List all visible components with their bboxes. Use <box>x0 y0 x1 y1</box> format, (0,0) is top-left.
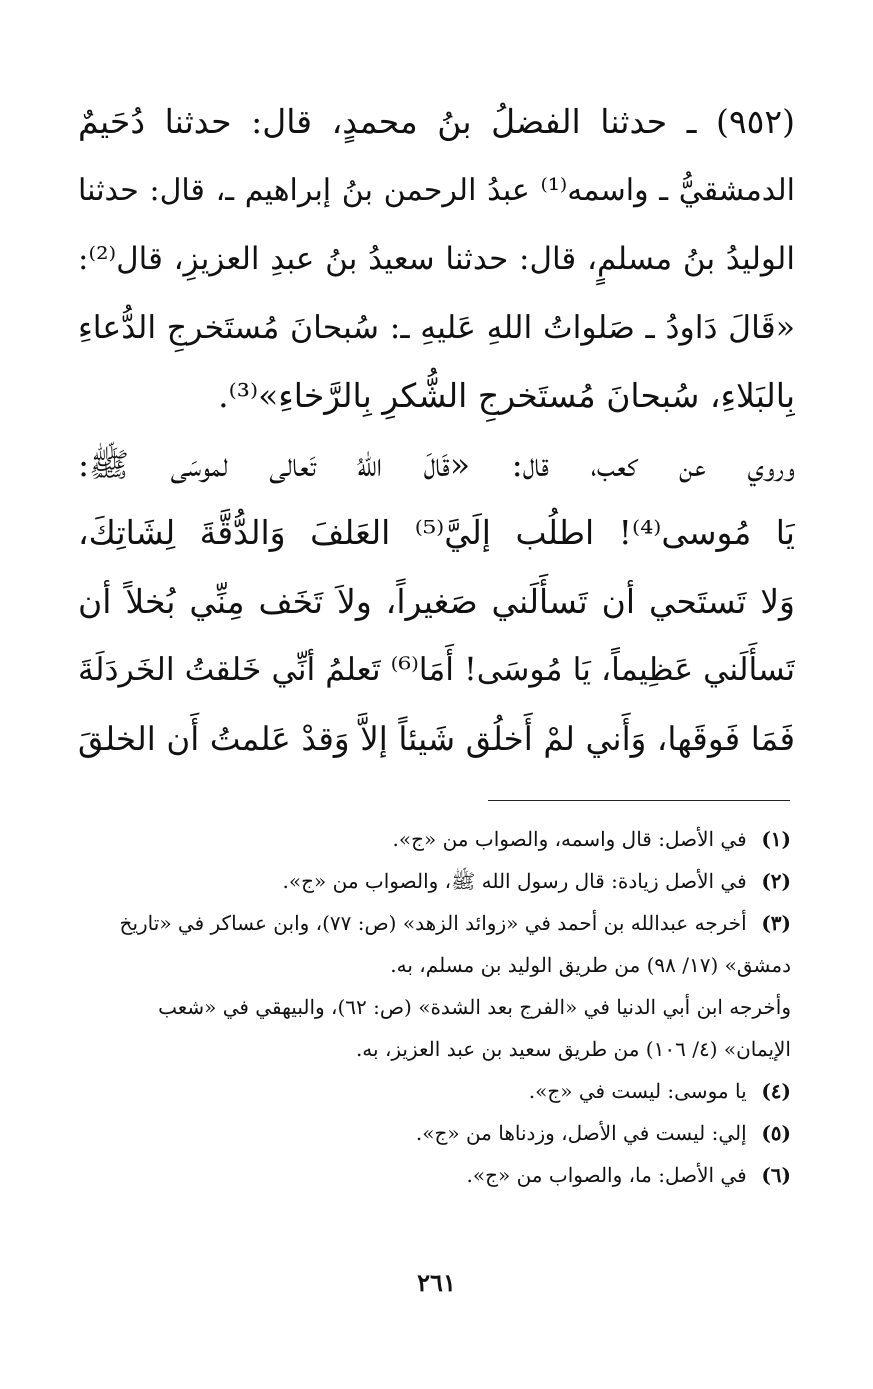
main-text-line: الدمشقيُّ ـ واسمه⁽¹⁾ عبدُ الرحمن بنُ إبراهيم ـ، قال: حدثنا <box>78 172 795 208</box>
footnote-number: (٣) <box>761 911 791 935</box>
footnote-number: (٦) <box>761 1163 791 1187</box>
footnotes-block <box>78 818 791 1196</box>
footnote-text: في الأصل: ما، والصواب من «ج». <box>466 1163 747 1187</box>
footnote-text: في الأصل زيادة: قال رسول الله ﷺ، والصواب من «ج». <box>282 869 747 893</box>
footnote-separator <box>488 800 790 801</box>
footnote-continuation <box>78 944 791 986</box>
footnote-number: (٢) <box>761 869 791 893</box>
main-text-line: تَسأَلَني عَظِيماً، يَا مُوسَى! أَمَا⁽⁶⁾ تَعلمُ أنِّي خَلقتُ الخَردَلَةَ <box>78 652 795 688</box>
footnote-item <box>78 818 791 860</box>
main-text-block <box>78 88 795 773</box>
footnote-number: (٤) <box>761 1079 791 1103</box>
footnote-item <box>78 902 791 944</box>
footnote-text: يا موسى: ليست في «ج». <box>528 1079 747 1103</box>
main-text-line: بِالبَلاءِ، سُبحانَ مُستَخرجِ الشُّكرِ بِالرَّخاءِ»⁽³⁾. <box>218 376 795 415</box>
main-text-line: وَلا تَستَحي أن تَسأَلَني صَغيراً، ولاَ تَخَف مِنِّي بُخلاً أن <box>78 581 795 621</box>
footnote-item <box>78 1112 791 1154</box>
main-text-line: فَمَا فَوقَها، وَأَني لمْ أَخلُق شَيئاً إلاَّ وَقدْ عَلمتُ أَن الخلقَ <box>78 719 795 758</box>
footnote-item <box>78 1154 791 1196</box>
footnote-continuation <box>78 986 791 1028</box>
footnote-item <box>78 1070 791 1112</box>
main-text-line: الوليدُ بنُ مسلمٍ، قال: حدثنا سعيدُ بنُ عبدِ العزيزِ، قال⁽²⁾: <box>78 241 795 277</box>
footnote-item <box>78 860 791 902</box>
main-text-line: «قَالَ دَاودُ ـ صَلواتُ اللهِ عَليهِ ـ: سُبحانَ مُستَخرجِ الدُّعاءِ <box>78 309 795 346</box>
footnote-text: أخرجه عبدالله بن أحمد في «زوائد الزهد» (ص: ٧٧)، وابن عساكر في «تاريخ <box>119 911 747 935</box>
footnote-text: وأخرجه ابن أبي الدنيا في «الفرج بعد الشدة» (ص: ٦٢)، والبيهقي في «شعب <box>158 995 791 1019</box>
footnote-text: في الأصل: قال واسمه، والصواب من «ج». <box>392 827 747 851</box>
footnote-continuation <box>78 1028 791 1070</box>
footnote-number: (٥) <box>761 1121 791 1145</box>
footnote-text: إلي: ليست في الأصل، وزدناها من «ج». <box>415 1121 747 1145</box>
main-text-line: وروي عن كعب، قال: «قَالَ اللهُ تَعالى لموسَى ﷺ: <box>78 444 795 484</box>
main-text-line: (٩٥٢) ـ حدثنا الفضلُ بنُ محمدٍ، قال: حدثنا دُحَيمٌ <box>78 102 795 141</box>
main-text-line: يَا مُوسى⁽⁴⁾! اطلُب إلَيَّ⁽⁵⁾ العَلفَ وَالدُّقَّةَ لِشَاتِكَ، <box>78 513 795 552</box>
footnote-number: (١) <box>761 827 791 851</box>
page-number: ٢٦١ <box>417 1268 456 1297</box>
footnote-text: الإيمان» (٤/ ١٠٦) من طريق سعيد بن عبد العزيز، به. <box>355 1037 791 1061</box>
footnote-text: دمشق» (١٧/ ٩٨) من طريق الوليد بن مسلم، به. <box>390 953 791 977</box>
